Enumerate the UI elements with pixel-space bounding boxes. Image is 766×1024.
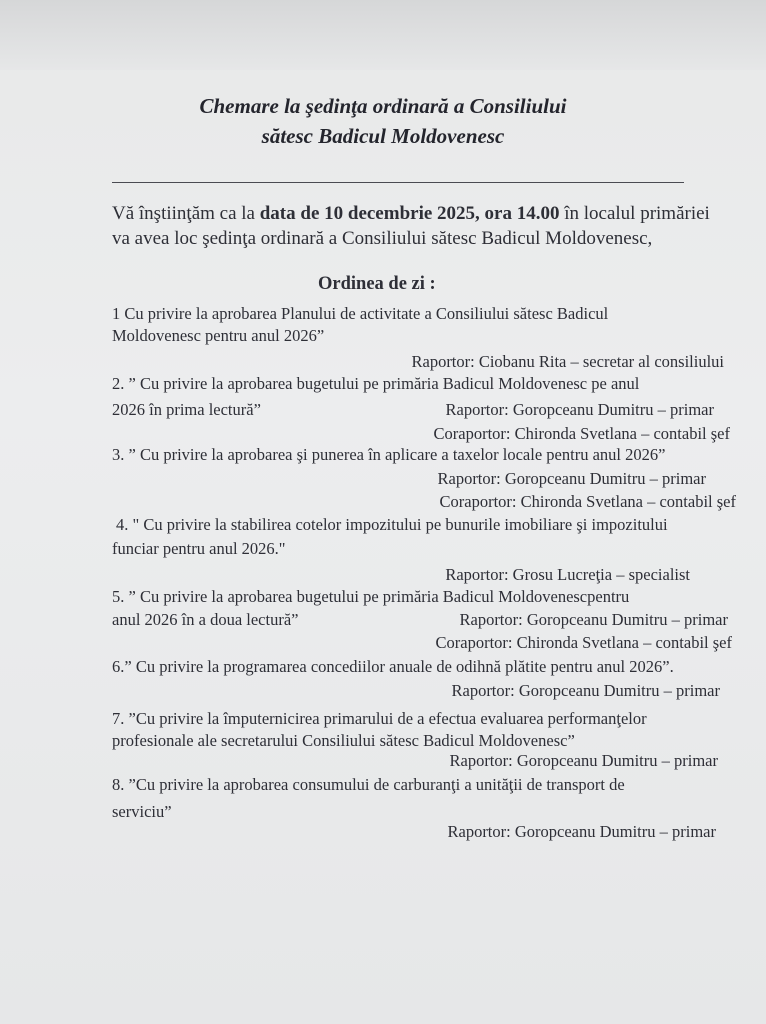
- agenda-item-4-raportor: Raportor: Grosu Lucreţia – specialist: [445, 565, 690, 584]
- intro-text-post: în localul primăriei: [559, 203, 710, 224]
- agenda-item-5-line2: anul 2026 în a doua lectură”: [112, 610, 299, 629]
- agenda-item-2-raportor: Raportor: Goropceanu Dumitru – primar: [445, 400, 714, 419]
- agenda-item-2-coraportor: Coraportor: Chironda Svetlana – contabil şef: [433, 424, 730, 443]
- agenda-item-4-line1: 4. " Cu privire la stabilirea cotelor impozitului pe bunurile imobiliare şi impozitului: [116, 515, 668, 534]
- document-title-line1: Chemare la şedinţa ordinară a Consiliului: [199, 94, 567, 118]
- agenda-item-3-raportor: Raportor: Goropceanu Dumitru – primar: [437, 469, 706, 488]
- agenda-item-7-raportor: Raportor: Goropceanu Dumitru – primar: [449, 751, 718, 770]
- agenda-item-7-line1: 7. ”Cu privire la împuternicirea primarului de a efectua evaluarea performanţelor: [112, 709, 647, 728]
- agenda-item-8-line1: 8. ”Cu privire la aprobarea consumului de carburanţi a unităţii de transport de: [112, 775, 625, 794]
- agenda-item-6-line1: 6.” Cu privire la programarea concediilor anuale de odihnă plătite pentru anul 2026”.: [112, 657, 674, 676]
- agenda-item-4-line2: funciar pentru anul 2026.": [112, 539, 286, 558]
- agenda-heading: Ordinea de zi :: [318, 274, 436, 294]
- intro-line2: va avea loc şedinţa ordinară a Consiliului sătesc Badicul Moldovenesc,: [112, 228, 653, 249]
- intro-line1: [112, 203, 710, 225]
- agenda-item-3-line1: 3. ” Cu privire la aprobarea şi punerea în aplicare a taxelor locale pentru anul 2026”: [112, 445, 666, 464]
- agenda-item-7-line2: profesionale ale secretarului Consiliului sătesc Badicul Moldovenesc”: [112, 731, 575, 750]
- agenda-item-1-line1: 1 Cu privire la aprobarea Planului de activitate a Consiliului sătesc Badicul: [112, 304, 609, 323]
- agenda-item-2-line1: 2. ” Cu privire la aprobarea bugetului pe primăria Badicul Moldovenesc pe anul: [112, 374, 640, 393]
- meeting-date-time: data de 10 decembrie 2025, ora 14.00: [259, 203, 560, 224]
- document-title-line2: sătesc Badicul Moldovenesc: [261, 124, 505, 148]
- agenda-item-6-raportor: Raportor: Goropceanu Dumitru – primar: [451, 681, 720, 700]
- agenda-item-8-raportor: Raportor: Goropceanu Dumitru – primar: [447, 822, 716, 841]
- agenda-item-5-raportor: Raportor: Goropceanu Dumitru – primar: [459, 610, 728, 629]
- agenda-item-8-line2: serviciu”: [112, 802, 172, 821]
- agenda-item-5-coraportor: Coraportor: Chironda Svetlana – contabil şef: [435, 633, 732, 652]
- paper-top-edge: [0, 0, 766, 70]
- agenda-item-1-raportor: Raportor: Ciobanu Rita – secretar al consiliului: [411, 352, 724, 371]
- agenda-item-5-line1: 5. ” Cu privire la aprobarea bugetului pe primăria Badicul Moldovenescpentru: [112, 587, 630, 606]
- intro-text-pre: Vă înştiinţăm ca la: [112, 203, 260, 224]
- agenda-item-3-coraportor: Coraportor: Chironda Svetlana – contabil şef: [439, 492, 736, 511]
- agenda-item-1-line2: Moldovenesc pentru anul 2026”: [112, 326, 325, 345]
- agenda-item-2-line2: 2026 în prima lectură”: [112, 400, 261, 419]
- title-divider: [112, 182, 684, 183]
